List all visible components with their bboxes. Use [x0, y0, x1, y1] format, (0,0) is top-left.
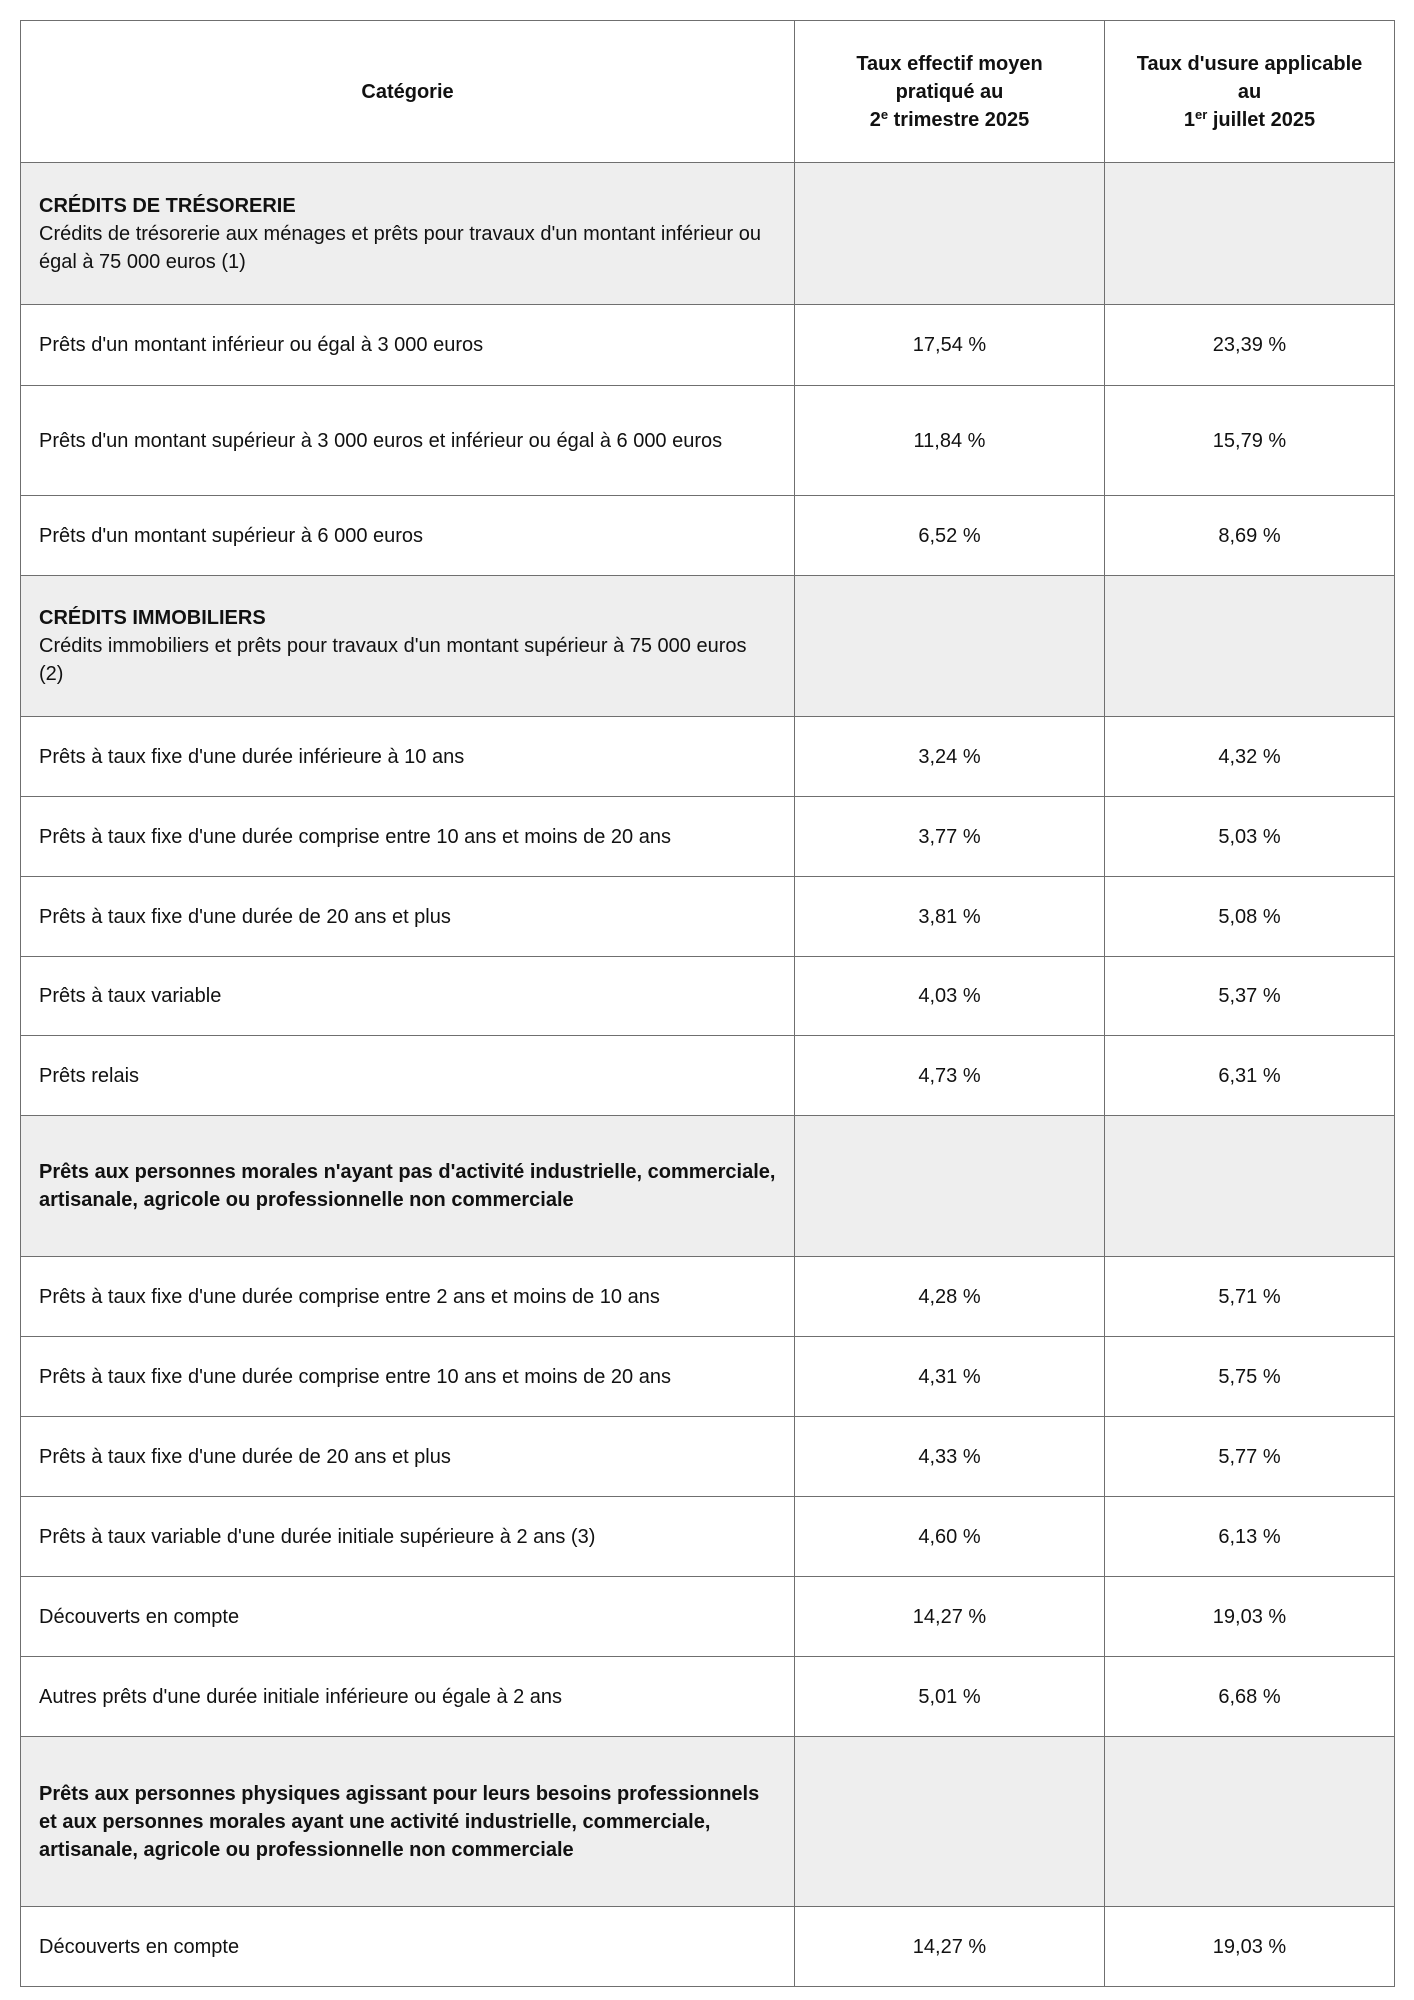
- table-row: [21, 797, 1395, 877]
- section-cell: [21, 576, 795, 717]
- section-cell: [21, 163, 795, 305]
- row-average-rate: 4,60 %: [795, 1497, 1105, 1577]
- row-usury-rate: 4,32 %: [1105, 717, 1395, 797]
- empty-cell: [1105, 1116, 1395, 1257]
- header-usury-rate-ordinal: 1: [1183, 108, 1195, 131]
- row-usury-rate: 8,69 %: [1105, 496, 1395, 576]
- section-row-tresorerie: [21, 163, 1395, 305]
- header-usury-rate: [1105, 21, 1395, 163]
- empty-cell: [795, 1737, 1105, 1907]
- header-category-label: Catégorie: [361, 80, 454, 103]
- section-title: CRÉDITS DE TRÉSORERIE: [39, 194, 296, 217]
- header-usury-rate-period: juillet 2025: [1207, 108, 1316, 131]
- table-row: [21, 1417, 1395, 1497]
- row-label: Prêts à taux fixe d'une durée comprise entre 10 ans et moins de 20 ans: [21, 797, 795, 877]
- row-label: Prêts à taux variable: [21, 957, 795, 1036]
- row-average-rate: 3,77 %: [795, 797, 1105, 877]
- row-label: Prêts à taux fixe d'une durée comprise entre 2 ans et moins de 10 ans: [21, 1257, 795, 1337]
- empty-cell: [1105, 163, 1395, 305]
- section-row-personnes-morales: [21, 1116, 1395, 1257]
- row-average-rate: 4,73 %: [795, 1036, 1105, 1116]
- row-label: Prêts à taux variable d'une durée initiale supérieure à 2 ans (3): [21, 1497, 795, 1577]
- section-title: Prêts aux personnes morales n'ayant pas d'activité industrielle, commerciale, artisanale, agricole ou professionnelle non commerciale: [39, 1161, 776, 1211]
- empty-cell: [795, 163, 1105, 305]
- row-label: Prêts à taux fixe d'une durée inférieure à 10 ans: [21, 717, 795, 797]
- table-row: [21, 1657, 1395, 1737]
- section-title: Prêts aux personnes physiques agissant pour leurs besoins professionnels et aux personnes morales ayant une activité industrielle, commerciale, artisanale, agricole ou professionnelle non commerciale: [39, 1782, 760, 1861]
- row-label: Prêts à taux fixe d'une durée de 20 ans et plus: [21, 877, 795, 957]
- header-average-rate: [795, 21, 1105, 163]
- row-usury-rate: 5,08 %: [1105, 877, 1395, 957]
- section-row-personnes-physiques: [21, 1737, 1395, 1907]
- header-usury-rate-line1: Taux d'usure applicable: [1136, 52, 1363, 75]
- row-usury-rate: 5,71 %: [1105, 1257, 1395, 1337]
- usury-rates-table: [20, 20, 1395, 1987]
- header-average-rate-period: trimestre 2025: [888, 108, 1030, 131]
- row-average-rate: 6,52 %: [795, 496, 1105, 576]
- row-usury-rate: 6,13 %: [1105, 1497, 1395, 1577]
- row-label: Prêts à taux fixe d'une durée comprise entre 10 ans et moins de 20 ans: [21, 1337, 795, 1417]
- empty-cell: [795, 576, 1105, 717]
- row-average-rate: 4,03 %: [795, 957, 1105, 1036]
- row-usury-rate: 5,03 %: [1105, 797, 1395, 877]
- section-cell: [21, 1116, 795, 1257]
- header-average-rate-ordinal-suffix: e: [880, 106, 889, 122]
- row-label: Autres prêts d'une durée initiale inférieure ou égale à 2 ans: [21, 1657, 795, 1737]
- row-usury-rate: 5,77 %: [1105, 1417, 1395, 1497]
- row-average-rate: 17,54 %: [795, 305, 1105, 386]
- row-label: Découverts en compte: [21, 1577, 795, 1657]
- section-cell: [21, 1737, 795, 1907]
- row-usury-rate: 5,75 %: [1105, 1337, 1395, 1417]
- row-label: Prêts d'un montant inférieur ou égal à 3 000 euros: [21, 305, 795, 386]
- row-average-rate: 3,24 %: [795, 717, 1105, 797]
- row-label: Prêts relais: [21, 1036, 795, 1116]
- table-header-row: [21, 21, 1395, 163]
- section-note: Crédits de trésorerie aux ménages et prêts pour travaux d'un montant inférieur ou égal à 75 000 euros (1): [39, 222, 761, 273]
- row-usury-rate: 6,68 %: [1105, 1657, 1395, 1737]
- row-usury-rate: 19,03 %: [1105, 1577, 1395, 1657]
- row-usury-rate: 15,79 %: [1105, 386, 1395, 496]
- empty-cell: [1105, 576, 1395, 717]
- empty-cell: [1105, 1737, 1395, 1907]
- row-average-rate: 4,28 %: [795, 1257, 1105, 1337]
- table-row: [21, 717, 1395, 797]
- table-row: [21, 305, 1395, 386]
- table-row: [21, 1036, 1395, 1116]
- row-label: Découverts en compte: [21, 1907, 795, 1987]
- row-average-rate: 3,81 %: [795, 877, 1105, 957]
- header-average-rate-ordinal: 2: [869, 108, 881, 131]
- row-usury-rate: 6,31 %: [1105, 1036, 1395, 1116]
- row-average-rate: 14,27 %: [795, 1907, 1105, 1987]
- header-usury-rate-ordinal-suffix: er: [1194, 106, 1208, 122]
- table-row: [21, 1577, 1395, 1657]
- table-row: [21, 386, 1395, 496]
- header-usury-rate-line2: au: [1237, 80, 1262, 103]
- table-row: [21, 496, 1395, 576]
- table-row: [21, 1497, 1395, 1577]
- row-label: Prêts d'un montant supérieur à 3 000 euros et inférieur ou égal à 6 000 euros: [21, 386, 795, 496]
- empty-cell: [795, 1116, 1105, 1257]
- section-note: Crédits immobiliers et prêts pour travaux d'un montant supérieur à 75 000 euros (2): [39, 635, 747, 685]
- row-average-rate: 4,33 %: [795, 1417, 1105, 1497]
- table-row: [21, 1337, 1395, 1417]
- row-average-rate: 4,31 %: [795, 1337, 1105, 1417]
- table-row: [21, 1907, 1395, 1987]
- row-label: Prêts à taux fixe d'une durée de 20 ans et plus: [21, 1417, 795, 1497]
- row-usury-rate: 23,39 %: [1105, 305, 1395, 386]
- table-row: [21, 957, 1395, 1036]
- header-average-rate-line1: Taux effectif moyen: [856, 52, 1043, 75]
- row-average-rate: 14,27 %: [795, 1577, 1105, 1657]
- header-category: [21, 21, 795, 163]
- row-usury-rate: 19,03 %: [1105, 1907, 1395, 1987]
- row-usury-rate: 5,37 %: [1105, 957, 1395, 1036]
- table-row: [21, 877, 1395, 957]
- section-row-immobiliers: [21, 576, 1395, 717]
- header-average-rate-line2: pratiqué au: [895, 80, 1004, 103]
- table-row: [21, 1257, 1395, 1337]
- row-label: Prêts d'un montant supérieur à 6 000 euros: [21, 496, 795, 576]
- section-title: CRÉDITS IMMOBILIERS: [39, 607, 266, 629]
- row-average-rate: 11,84 %: [795, 386, 1105, 496]
- row-average-rate: 5,01 %: [795, 1657, 1105, 1737]
